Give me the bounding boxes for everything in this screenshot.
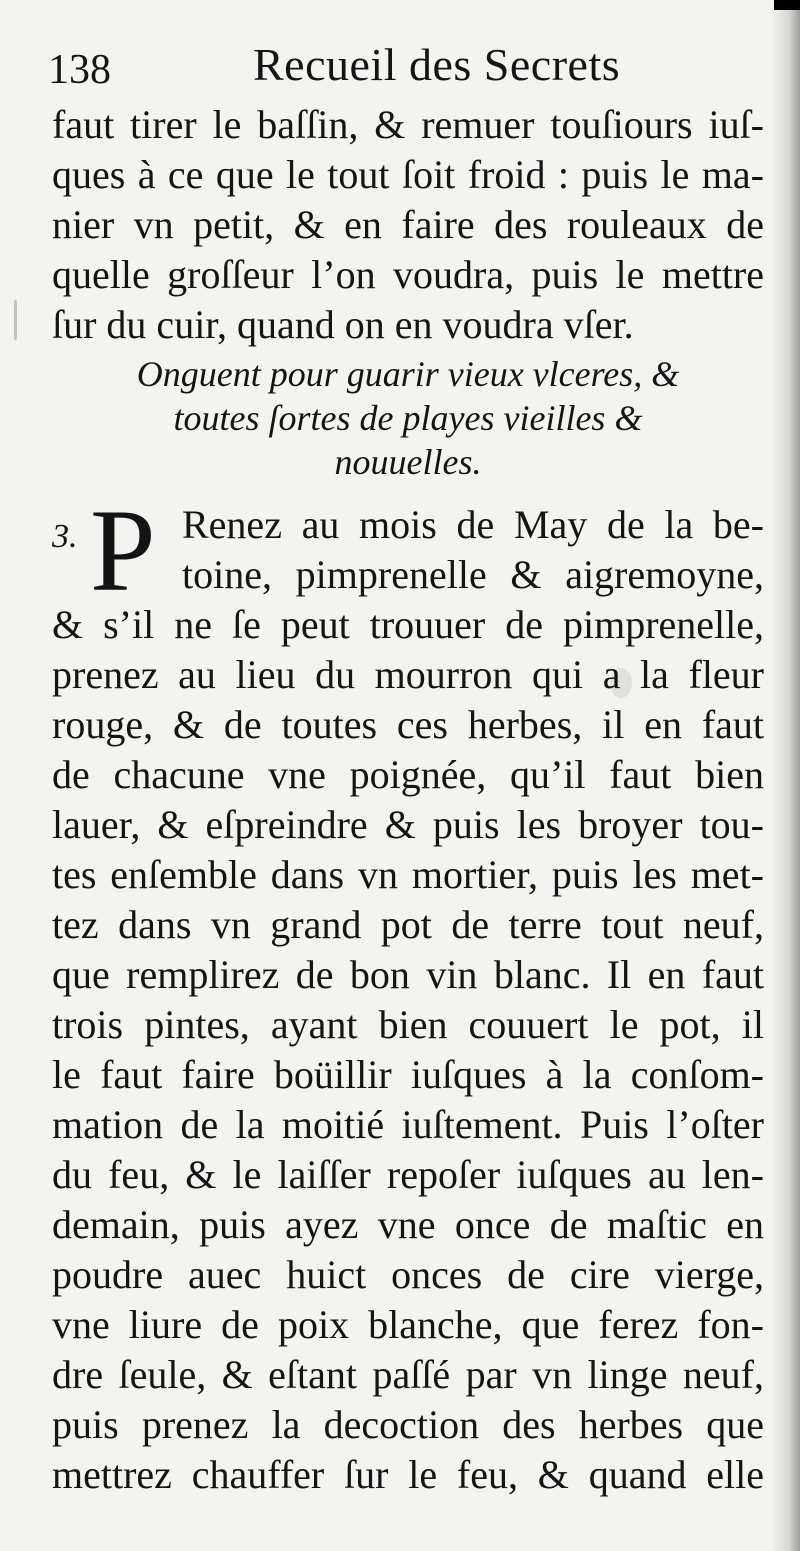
text-line: mation de la moitié iuſtement. Puis l’oſter	[52, 1102, 764, 1147]
heading-line: toutes ſortes de playes vieilles &	[173, 398, 643, 438]
continued-paragraph	[52, 100, 764, 350]
text-line: vne liure de poix blanche, que ferez fon-	[52, 1302, 764, 1347]
text-line: dre ſeule, & eſtant paſſé par vn linge neuf,	[52, 1352, 764, 1397]
text-line: du feu, & le laiſſer repoſer iuſques au len-	[52, 1152, 764, 1197]
text-line: de chacune vne poignée, qu’il faut bien	[52, 752, 764, 797]
text-line: tez dans vn grand pot de terre tout neuf,	[52, 902, 764, 947]
text-line: prenez au lieu du mourron qui a la fleur	[52, 652, 764, 697]
text-line: faut tirer le baſſin, & remuer touſiours iuſ-	[52, 102, 764, 147]
page-gutter-shadow	[772, 0, 800, 1551]
recipe-number: 3.	[52, 518, 78, 555]
ink-speck	[610, 668, 632, 698]
text-line: trois pintes, ayant bien couuert le pot, il	[52, 1002, 764, 1047]
text-line: quelle groſſeur l’on voudra, puis le mettre	[52, 252, 764, 297]
drop-capital: P	[90, 485, 156, 616]
recipe-heading	[52, 352, 764, 484]
text-line: nier vn petit, & en faire des rouleaux de	[52, 202, 764, 247]
text-line: toine, pimprenelle & aigremoyne,	[182, 552, 764, 597]
heading-line: nouuelles.	[334, 442, 482, 482]
text-line: mettrez chauffer ſur le feu, & quand elle	[52, 1452, 764, 1497]
text-line: Renez au mois de May de la be-	[182, 502, 764, 547]
recipe-lines	[52, 500, 764, 1500]
running-title: Recueil des Secrets	[253, 39, 621, 90]
ink-speck	[14, 300, 17, 340]
text-line: puis prenez la decoction des herbes que	[52, 1402, 764, 1447]
text-line: ques à ce que le tout ſoit froid : puis le ma-	[52, 152, 764, 197]
text-line: tes enſemble dans vn mortier, puis les met-	[52, 852, 764, 897]
text-line: rouge, & de toutes ces herbes, il en faut	[52, 702, 764, 747]
text-line: demain, puis ayez vne once de maſtic en	[52, 1202, 764, 1247]
text-line: lauer, & eſpreindre & puis les broyer tou-	[52, 802, 764, 847]
text-line: ſur du cuir, quand on en voudra vſer.	[52, 302, 634, 347]
text-line: que remplirez de bon vin blanc. Il en faut	[52, 952, 764, 997]
heading-line: Onguent pour guarir vieux vlceres, &	[136, 354, 680, 394]
text-line: le faut faire boüillir iuſques à la conſom-	[52, 1052, 764, 1097]
page-header	[48, 38, 758, 100]
text-line: & s’il ne ſe peut trouuer de pimprenelle,	[52, 602, 764, 647]
text-line: poudre auec huict onces de cire vierge,	[52, 1252, 764, 1297]
page-number: 138	[48, 47, 111, 93]
